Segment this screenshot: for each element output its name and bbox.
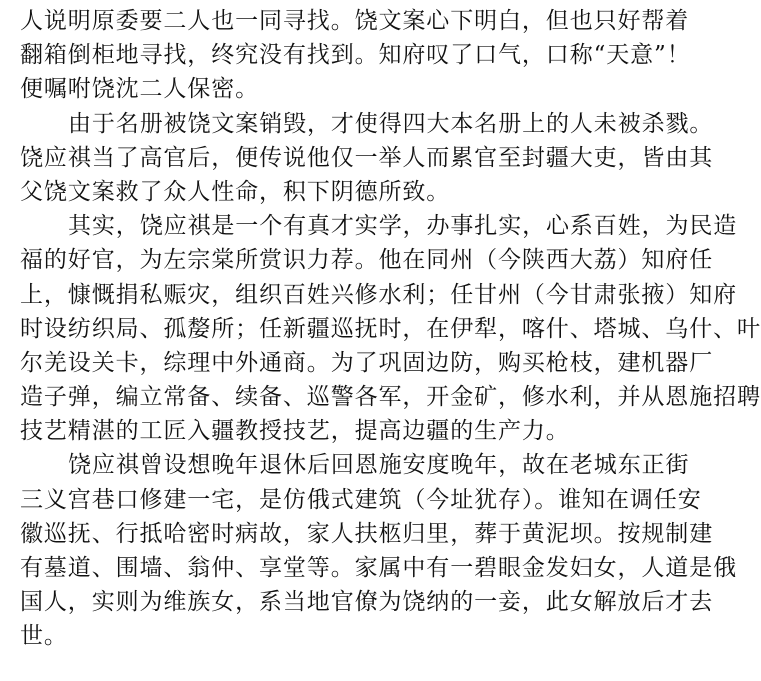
text-line: 尔羌设关卡，综理中外通商。为了巩固边防，购买枪枝，建机器厂 (20, 349, 714, 376)
text-line: 上，慷慨捐私赈灾，组织百姓兴修水利；任甘州（今甘肃张掖）知府 (20, 281, 737, 308)
text-line: 由于名册被饶文案销毁，才使得四大本名册上的人未被杀戮。 (68, 110, 714, 137)
text-line: 福的好官，为左宗棠所赏识力荐。他在同州（今陕西大荔）知府任 (20, 247, 714, 274)
text-line: 饶应祺当了高官后，便传说他仅一举人而累官至封疆大吏，皆由其 (20, 144, 714, 171)
text-line: 有墓道、围墙、翁仲、享堂等。家属中有一碧眼金发妇女，人道是俄 (20, 555, 737, 581)
text-line: 饶应祺曾设想晚年退休后回恩施安度晚年，故在老城东正街 (68, 452, 690, 479)
text-line: 技艺精湛的工匠入疆教授技艺，提高边疆的生产力。 (20, 418, 570, 445)
body-text (20, 4, 761, 654)
text-line: 时设纺织局、孤嫠所；任新疆巡抚时，在伊犁，喀什、塔城、乌什、叶 (20, 315, 761, 342)
text-line: 三义宫巷口修建一宅，是仿俄式建筑（今址犹存）。谁知在调任安 (20, 486, 702, 513)
text-line: 其实，饶应祺是一个有真才实学，办事扎实，心系百姓，为民造 (68, 213, 738, 240)
text-line: 人说明原委要二人也一同寻找。饶文案心下明白，但也只好帮着 (20, 8, 690, 34)
text-line: 徽巡抚、行抵哈密时病故，家人扶柩归里，葬于黄泥坝。按规制建 (20, 520, 714, 547)
text-line: 父饶文案救了众人性命，积下阴德所致。 (20, 178, 451, 205)
text-line: 便嘱咐饶沈二人保密。 (20, 76, 259, 103)
text-line: 翻箱倒柜地寻找，终究没有找到。知府叹了口气，口称“天意”！ (20, 42, 691, 69)
text-line: 国人，实则为维族女，系当地官僚为饶纳的一妾，此女解放后才去 (20, 589, 714, 616)
text-line: 造子弹，编立常备、续备、巡警各军，开金矿，修水利，并从恩施招聘 (20, 384, 761, 411)
text-line: 世。 (20, 623, 68, 650)
